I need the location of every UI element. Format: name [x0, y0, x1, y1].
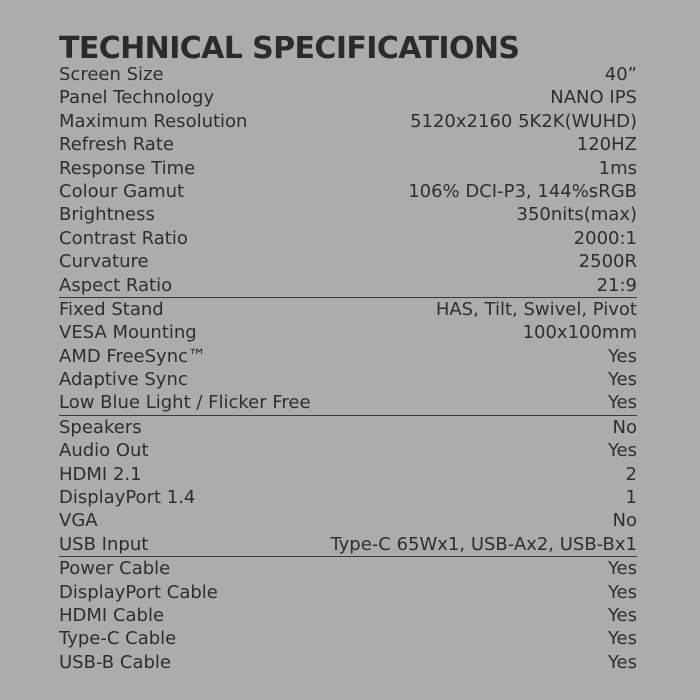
spec-row	[59, 391, 637, 414]
spec-value: 120HZ	[576, 134, 637, 156]
spec-row	[59, 180, 637, 203]
spec-label: Refresh Rate	[59, 134, 174, 156]
spec-value: Yes	[607, 440, 637, 462]
spec-value: Yes	[607, 651, 637, 673]
spec-row	[59, 203, 637, 226]
spec-row	[59, 604, 637, 627]
spec-label: HDMI Cable	[59, 604, 165, 626]
spec-label: Contrast Ratio	[59, 227, 188, 249]
spec-group	[59, 416, 637, 557]
spec-row	[59, 627, 637, 650]
spec-value: No	[612, 510, 637, 532]
spec-label: DisplayPort Cable	[59, 581, 218, 603]
spec-row	[59, 368, 637, 391]
spec-label: Response Time	[59, 157, 196, 179]
spec-value: 100x100mm	[522, 322, 637, 344]
spec-value: Yes	[607, 369, 637, 391]
spec-value: 2	[625, 463, 637, 485]
spec-value: Yes	[607, 628, 637, 650]
spec-row	[59, 557, 637, 580]
spec-label: Audio Out	[59, 440, 149, 462]
spec-value: Yes	[607, 392, 637, 414]
spec-label: Brightness	[59, 204, 155, 226]
spec-value: Yes	[607, 581, 637, 603]
spec-label: Colour Gamut	[59, 180, 185, 202]
spec-label: Power Cable	[59, 558, 171, 580]
spec-label: Speakers	[59, 416, 142, 438]
spec-group	[59, 298, 637, 416]
spec-label: Type-C Cable	[59, 628, 177, 650]
spec-value: 350nits(max)	[516, 204, 637, 226]
spec-value: 1	[625, 487, 637, 509]
spec-value: 40”	[604, 64, 637, 85]
spec-value: 21:9	[596, 274, 637, 296]
spec-value: 2500R	[578, 251, 637, 273]
spec-value: 2000:1	[573, 227, 637, 249]
spec-label: Aspect Ratio	[59, 274, 173, 296]
spec-row	[59, 509, 637, 532]
spec-row	[59, 416, 637, 439]
spec-row	[59, 157, 637, 180]
spec-row	[59, 298, 637, 321]
spec-row	[59, 227, 637, 250]
spec-label: Fixed Stand	[59, 298, 164, 320]
spec-label: VGA	[59, 510, 98, 532]
spec-value: 1ms	[598, 157, 637, 179]
spec-row	[59, 463, 637, 486]
spec-label: Adaptive Sync	[59, 369, 188, 391]
spec-label: AMD FreeSync™	[59, 345, 207, 367]
spec-table	[59, 63, 637, 674]
spec-label: Low Blue Light / Flicker Free	[59, 392, 311, 414]
spec-row	[59, 86, 637, 109]
spec-value: NANO IPS	[550, 87, 637, 109]
spec-label: Curvature	[59, 251, 149, 273]
spec-row	[59, 439, 637, 462]
page-title: TECHNICAL SPECIFICATIONS	[59, 31, 520, 66]
spec-value: Yes	[607, 558, 637, 580]
spec-value: 5120x2160 5K2K(WUHD)	[410, 110, 637, 132]
spec-value: No	[612, 416, 637, 438]
spec-value: HAS, Tilt, Swivel, Pivot	[435, 298, 637, 320]
spec-group	[59, 557, 637, 674]
spec-row	[59, 533, 637, 556]
spec-label: DisplayPort 1.4	[59, 487, 196, 509]
spec-row	[59, 345, 637, 368]
spec-label: VESA Mounting	[59, 322, 197, 344]
spec-row	[59, 651, 637, 674]
spec-value: Type-C 65Wx1, USB-Ax2, USB-Bx1	[330, 533, 637, 555]
spec-row	[59, 63, 637, 86]
spec-label: Panel Technology	[59, 87, 215, 109]
spec-row	[59, 274, 637, 297]
spec-row	[59, 133, 637, 156]
spec-label: USB-B Cable	[59, 651, 171, 673]
spec-group	[59, 63, 637, 298]
spec-label: Screen Size	[59, 64, 164, 85]
spec-row	[59, 110, 637, 133]
spec-value: Yes	[607, 604, 637, 626]
spec-value: 106% DCI-P3, 144%sRGB	[408, 180, 637, 202]
spec-label: USB Input	[59, 533, 149, 555]
spec-label: HDMI 2.1	[59, 463, 142, 485]
spec-row	[59, 250, 637, 273]
spec-label: Maximum Resolution	[59, 110, 248, 132]
spec-row	[59, 321, 637, 344]
spec-row	[59, 581, 637, 604]
spec-row	[59, 486, 637, 509]
spec-value: Yes	[607, 345, 637, 367]
